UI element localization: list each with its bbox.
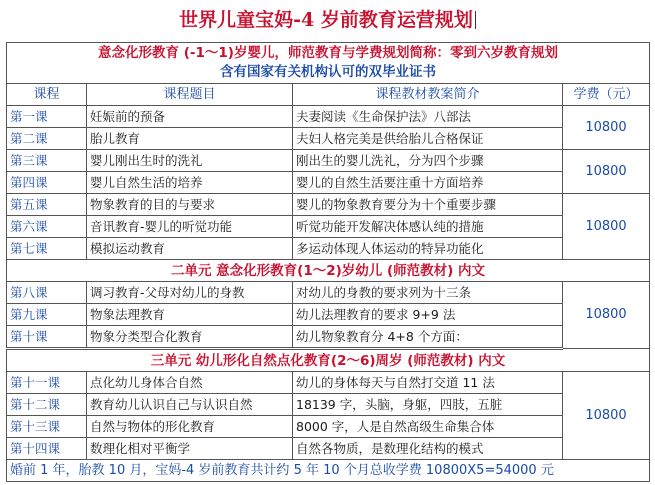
table-row xyxy=(7,216,650,238)
fee-cell: 10800 xyxy=(563,106,650,150)
intro-cell: 自然各物质，是数理化结构的模式 xyxy=(293,438,563,460)
intro-cell: 对幼儿的身教的要求列为十三条 xyxy=(293,282,563,304)
course-cell: 第六课 xyxy=(7,216,87,238)
topic-cell: 物象教育的目的与要求 xyxy=(87,194,293,216)
table-row xyxy=(7,128,650,150)
intro-cell: 8000 字，人是自然高级生命集合体 xyxy=(293,416,563,438)
topic-cell: 妊娠前的预备 xyxy=(87,106,293,128)
course-cell: 第十一课 xyxy=(7,372,87,394)
course-cell: 第十三课 xyxy=(7,416,87,438)
table-row xyxy=(7,326,650,349)
intro-cell: 夫妻阅读《生命保护法》八部法 xyxy=(293,106,563,128)
fee-cell: 10800 xyxy=(563,194,650,260)
topic-cell: 物象分类型合化教育 xyxy=(87,326,293,349)
table-row xyxy=(7,394,650,416)
course-cell: 第十课 xyxy=(7,326,87,349)
table-row xyxy=(7,282,650,304)
course-cell: 第七课 xyxy=(7,238,87,260)
intro-cell: 18139 字，头脑，身躯，四肢，五脏 xyxy=(293,394,563,416)
course-cell: 第三课 xyxy=(7,150,87,172)
table-row xyxy=(7,372,650,394)
topic-cell: 教育幼儿认识自己与认识自然 xyxy=(87,394,293,416)
table-row xyxy=(7,416,650,438)
topic-cell: 模拟运动教育 xyxy=(87,238,293,260)
banner-unit-3: 三单元 幼儿形化自然点化教育(2～6)周岁 (师范教材) 内文 xyxy=(7,349,650,372)
intro-cell: 婴儿的自然生活要注重十方面培养 xyxy=(293,172,563,194)
banner-unit-2: 二单元 意念化形教育(1～2)岁幼儿 (师范教材) 内文 xyxy=(7,260,650,282)
course-cell: 第一课 xyxy=(7,106,87,128)
table-row xyxy=(7,304,650,326)
text-cursor xyxy=(475,11,476,29)
header-intro: 课程教材教案简介 xyxy=(293,84,563,106)
intro-cell: 幼儿的身体每天与自然打交道 11 法 xyxy=(293,372,563,394)
topic-cell: 自然与物体的形化教育 xyxy=(87,416,293,438)
table-row xyxy=(7,194,650,216)
course-cell: 第十二课 xyxy=(7,394,87,416)
fee-cell: 10800 xyxy=(563,150,650,194)
intro-cell: 幼儿法理教育的要求 9+9 法 xyxy=(293,304,563,326)
document-title: 世界儿童宝妈-4 岁前教育运营规划 xyxy=(0,4,655,36)
header-row xyxy=(7,84,650,106)
banner-unit-1-subtitle: 含有国家有关机构认可的双毕业证书 xyxy=(220,64,436,80)
intro-cell: 幼儿物象教育分 4+8 个方面： xyxy=(293,326,563,349)
footer-summary: 婚前 1 年，胎教 10 月，宝妈-4 岁前教育共计约 5 年 10 个月总收学费 10800X5=54000 元 xyxy=(7,460,650,482)
banner-unit-1 xyxy=(7,43,650,84)
course-cell: 第八课 xyxy=(7,282,87,304)
curriculum-table xyxy=(6,42,650,482)
course-cell: 第五课 xyxy=(7,194,87,216)
topic-cell: 胎儿教育 xyxy=(87,128,293,150)
intro-cell: 多运动体现人体运动的特异功能化 xyxy=(293,238,563,260)
topic-cell: 婴儿刚出生时的洗礼 xyxy=(87,150,293,172)
table-row xyxy=(7,438,650,460)
course-cell: 第二课 xyxy=(7,128,87,150)
topic-cell: 数理化相对平衡学 xyxy=(87,438,293,460)
intro-cell: 听觉功能开发解决体感认纯的措施 xyxy=(293,216,563,238)
topic-cell: 物象法理教育 xyxy=(87,304,293,326)
header-course: 课程 xyxy=(7,84,87,106)
topic-cell: 婴儿自然生活的培养 xyxy=(87,172,293,194)
intro-cell: 婴儿的物象教育要分为十个重要步骤 xyxy=(293,194,563,216)
course-cell: 第四课 xyxy=(7,172,87,194)
banner-unit-1-title: 意念化形教育 (-1～1)岁婴儿，师范教育与学费规划简称：零到六岁教育规划 xyxy=(98,45,558,61)
intro-cell: 夫妇人格完美是供给胎儿合格保证 xyxy=(293,128,563,150)
course-cell: 第十四课 xyxy=(7,438,87,460)
table-row xyxy=(7,238,650,260)
table-row xyxy=(7,106,650,128)
fee-cell: 10800 xyxy=(563,372,650,460)
course-cell: 第九课 xyxy=(7,304,87,326)
intro-cell: 刚出生的婴儿洗礼，分为四个步骤 xyxy=(293,150,563,172)
table-row xyxy=(7,150,650,172)
header-fee: 学费（元） xyxy=(563,84,650,106)
header-topic: 课程题目 xyxy=(87,84,293,106)
topic-cell: 点化幼儿身体合自然 xyxy=(87,372,293,394)
table-row xyxy=(7,172,650,194)
topic-cell: 调习教育-父母对幼儿的身教 xyxy=(87,282,293,304)
topic-cell: 音讯教育-婴儿的听觉功能 xyxy=(87,216,293,238)
fee-cell: 10800 xyxy=(563,282,650,349)
